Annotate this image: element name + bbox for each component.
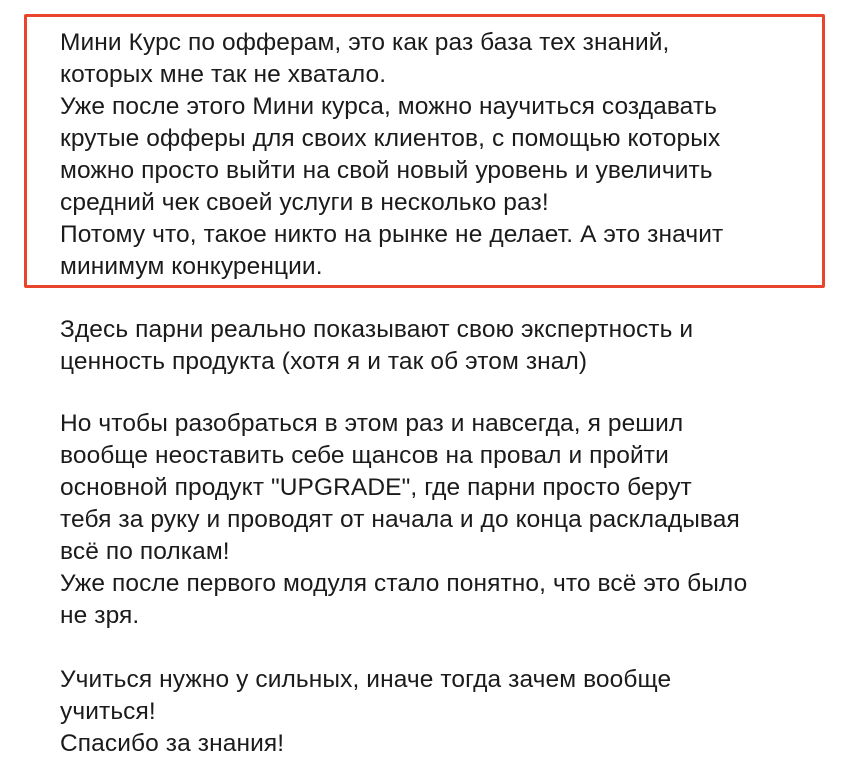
- text-line: Потому что, такое никто на рынке не делает. А это значит: [60, 221, 724, 248]
- paragraph-thanks: [60, 664, 671, 760]
- highlighted-paragraph: [60, 27, 723, 283]
- text-line: ценность продукта (хотя я и так об этом знал): [60, 348, 588, 375]
- text-line: Уже после первого модуля стало понятно, что всё это было: [60, 570, 748, 597]
- text-line: Здесь парни реально показывают свою экспертность и: [60, 316, 694, 343]
- text-line: Учиться нужно у сильных, иначе тогда зачем вообще: [60, 666, 672, 693]
- text-line: минимум конкуренции.: [60, 253, 323, 280]
- text-line: Спасибо за знания!: [60, 730, 285, 757]
- text-line: которых мне так не хватало.: [60, 61, 387, 88]
- paragraph-expertise: [60, 314, 693, 378]
- text-line: основной продукт "UPGRADE", где парни просто берут: [60, 474, 692, 501]
- text-line: крутые офферы для своих клиентов, с помощью которых: [60, 125, 721, 152]
- text-line: Мини Курс по офферам, это как раз база тех знаний,: [60, 29, 670, 56]
- text-line: вообще неоставить себе щансов на провал и пройти: [60, 442, 669, 469]
- text-line: всё по полкам!: [60, 538, 230, 565]
- text-line: средний чек своей услуги в несколько раз!: [60, 189, 549, 216]
- text-line: Но чтобы разобраться в этом раз и навсегда, я решил: [60, 410, 684, 437]
- text-line: можно просто выйти на свой новый уровень и увеличить: [60, 157, 713, 184]
- text-line: учиться!: [60, 698, 156, 725]
- paragraph-upgrade: [60, 408, 747, 632]
- text-line: Уже после этого Мини курса, можно научиться создавать: [60, 93, 718, 120]
- text-line: тебя за руку и проводят от начала и до конца раскладывая: [60, 506, 740, 533]
- text-line: не зря.: [60, 602, 140, 629]
